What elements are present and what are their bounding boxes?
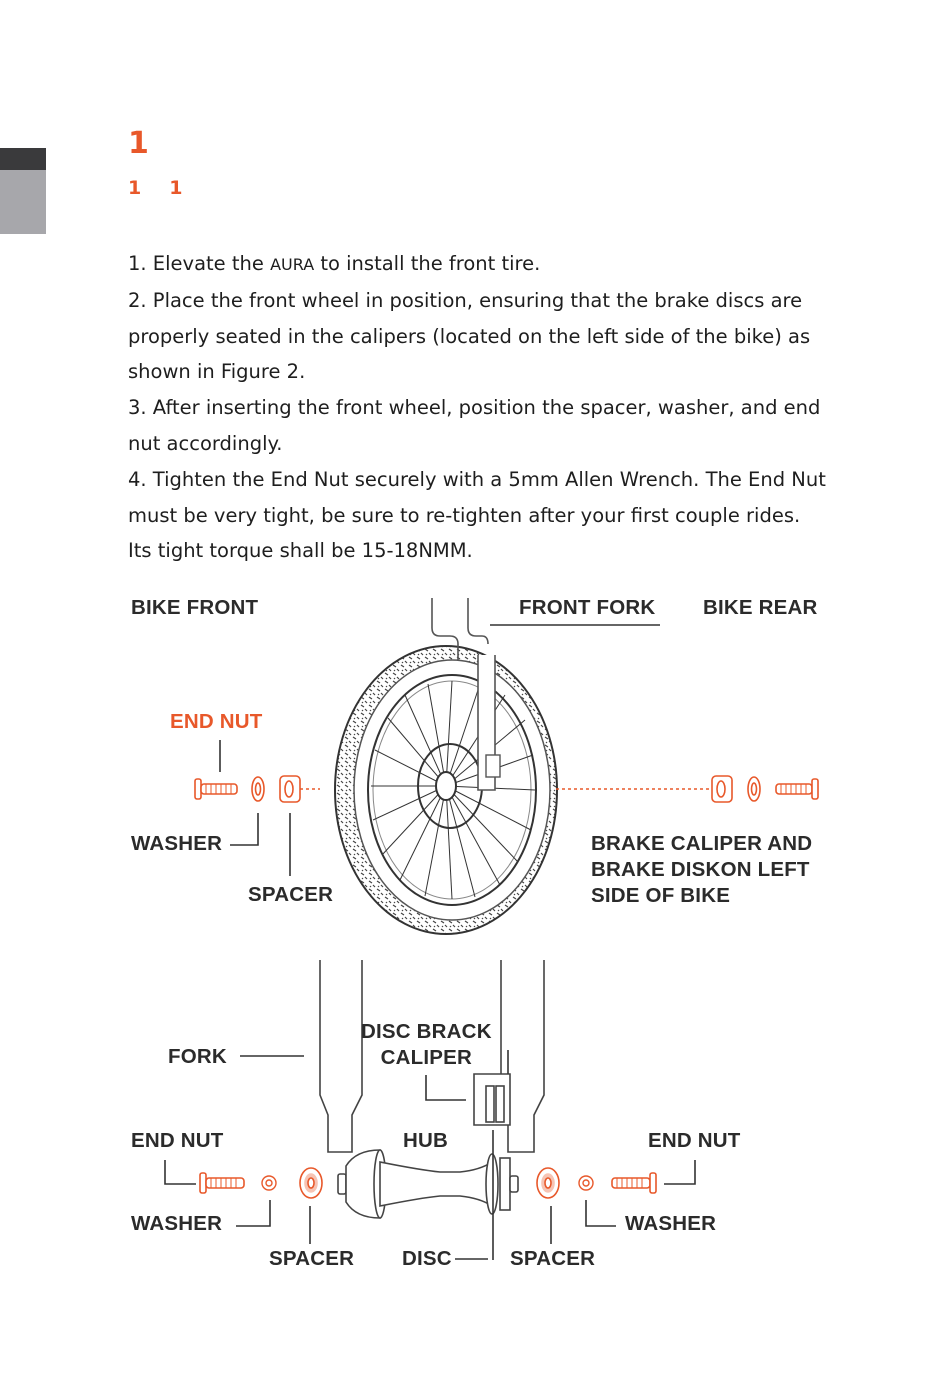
washer-right-top (748, 777, 760, 801)
label-end-nut-left: END NUT (131, 1129, 224, 1152)
disc-brake-caliper (474, 1074, 510, 1125)
label-spacer-top: SPACER (248, 883, 334, 906)
brand-name: AURA (270, 255, 315, 274)
step-1: 1. Elevate the AURA to install the front tire. (128, 252, 541, 275)
label-spacer-left: SPACER (269, 1247, 355, 1270)
hub-drawing (338, 1150, 518, 1218)
label-disc-brake-caliper: DISC BRACK CALIPER (361, 1020, 492, 1069)
label-fork: FORK (168, 1045, 227, 1068)
step-3: 3. After inserting the front wheel, position the spacer, washer, and end nut accordingly. (128, 396, 821, 455)
label-washer-left: WASHER (131, 1212, 223, 1235)
spacer-left-bottom (300, 1168, 322, 1198)
label-bike-front: BIKE FRONT (131, 596, 259, 619)
label-front-fork: FRONT FORK (519, 596, 656, 619)
step-4: 4. Tighten the End Nut securely with a 5mm Allen Wrench. The End Nut must be very tight, be sure to re-tighten after your first couple rides. (128, 467, 826, 527)
spacer-right-bottom (537, 1168, 559, 1198)
end-nut-bolt-right-bottom (612, 1173, 656, 1193)
chapter-number: 1 (128, 126, 149, 161)
step-2: 2. Place the front wheel in position, ensuring that the brake discs are properly seated in the calipers (located on the left side of the bike) as shown in Figure 2. (128, 288, 811, 384)
step-4-torque: Its tight torque shall be 15-18NMM. (128, 539, 473, 563)
section-number-major: 1 (128, 177, 142, 199)
label-bike-rear: BIKE REAR (703, 596, 818, 619)
label-end-nut-top: END NUT (170, 710, 263, 733)
spacer-left-top (280, 776, 300, 802)
spacer-right-top (712, 776, 732, 802)
label-washer-top: WASHER (131, 832, 223, 855)
section-number-minor: 1 (169, 177, 183, 199)
wheel-hub (436, 772, 456, 800)
washer-right-bottom (579, 1176, 593, 1190)
fork-left-leg (320, 960, 362, 1152)
label-washer-right: WASHER (625, 1212, 717, 1235)
label-brake-note: BRAKE CALIPER AND BRAKE DISKON LEFT SIDE OF BIKE (591, 832, 813, 907)
front-wheel-drawing (335, 598, 557, 934)
label-hub: HUB (403, 1129, 449, 1152)
label-end-nut-right: END NUT (648, 1129, 741, 1152)
label-spacer-right: SPACER (510, 1247, 596, 1270)
washer-left-top (252, 777, 264, 801)
label-disc: DISC (402, 1247, 452, 1270)
end-nut-bolt-left-top (195, 779, 237, 799)
end-nut-bolt-left-bottom (200, 1173, 244, 1193)
end-nut-bolt-right-top (776, 779, 818, 799)
washer-left-bottom (262, 1176, 276, 1190)
